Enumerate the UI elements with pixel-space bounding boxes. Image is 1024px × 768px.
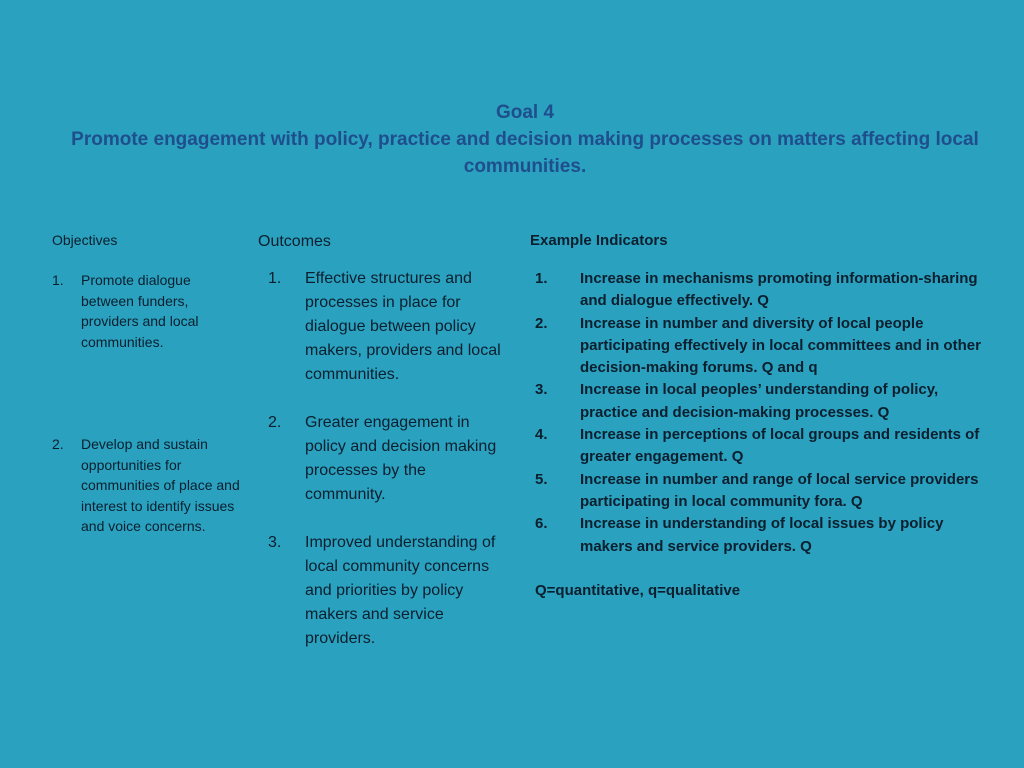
indicators-heading: Example Indicators — [530, 232, 668, 249]
indicator-text: Increase in understanding of local issues by policy makers and service providers. Q — [580, 515, 944, 555]
objectives-heading: Objectives — [52, 232, 118, 248]
outcome-text: Improved understanding of local community concerns and priorities by policy makers and service providers. — [305, 534, 496, 647]
indicator-text: Increase in local peoples’ understanding of policy, practice and decision-making processes. Q — [580, 381, 939, 421]
indicator-text: Increase in number and diversity of local people participating effectively in local committees and in other decision-making forums. Q and q — [580, 314, 981, 377]
indicator-number: 6. — [535, 515, 548, 533]
indicator-number: 2. — [535, 314, 548, 332]
indicator-number: 3. — [535, 381, 548, 399]
indicator-legend: Q=quantitative, q=qualitative — [535, 581, 741, 599]
objective-text: Develop and sustain opportunities for communities of place and interest to identify issues and voice concerns. — [81, 436, 240, 534]
indicator-item — [530, 469, 990, 514]
indicator-item — [530, 424, 990, 469]
indicator-item — [530, 268, 990, 313]
outcome-text: Effective structures and processes in place for dialogue between policy makers, providers and local communities. — [305, 270, 501, 383]
outcome-item — [258, 267, 508, 387]
indicator-item — [530, 379, 990, 424]
objective-text: Promote dialogue between funders, providers and local communities. — [81, 272, 199, 350]
outcome-text: Greater engagement in policy and decision making processes by the community. — [305, 414, 497, 503]
objectives-column — [52, 230, 242, 537]
outcomes-column — [258, 231, 508, 651]
indicator-text: Increase in perceptions of local groups and residents of greater engagement. Q — [580, 426, 980, 466]
outcomes-list — [258, 267, 508, 651]
indicator-number: 1. — [535, 270, 548, 287]
objective-item — [52, 270, 242, 352]
indicator-item — [530, 313, 990, 380]
slide-title — [60, 100, 990, 180]
outcome-number: 3. — [268, 534, 282, 551]
outcome-number: 2. — [268, 414, 282, 431]
objective-item — [52, 434, 242, 537]
outcome-number: 1. — [268, 270, 282, 287]
objective-number: 1. — [52, 272, 64, 288]
objectives-list — [52, 270, 242, 537]
indicators-list — [530, 268, 990, 558]
outcomes-heading: Outcomes — [258, 233, 331, 250]
outcome-item — [258, 531, 508, 651]
goal-statement: Promote engagement with policy, practice and decision making processes on matters affecting local communities. — [71, 129, 979, 177]
goal-label: Goal 4 — [495, 102, 555, 123]
outcome-item — [258, 411, 508, 507]
indicator-item — [530, 513, 990, 558]
objective-number: 2. — [52, 436, 64, 452]
indicator-text: Increase in mechanisms promoting information-sharing and dialogue effectively. Q — [580, 270, 978, 310]
indicator-number: 4. — [535, 426, 548, 444]
indicators-column — [530, 230, 990, 602]
indicator-text: Increase in number and range of local service providers participating in local community fora. Q — [580, 470, 979, 510]
indicator-number: 5. — [535, 470, 548, 488]
